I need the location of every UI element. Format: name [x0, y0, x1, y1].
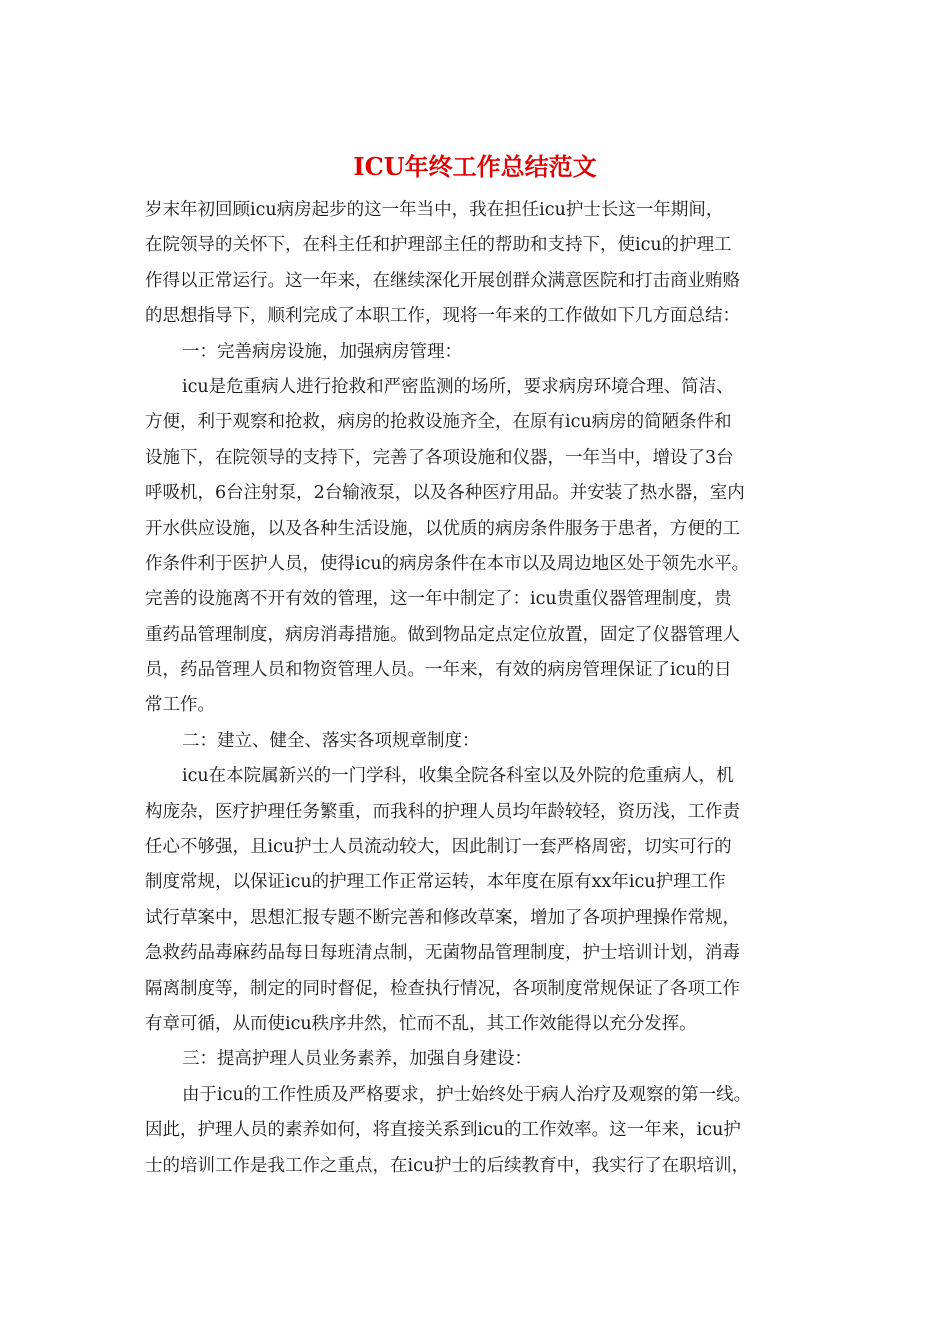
text-line: 作得以正常运行。这一年来，在继续深化开展创群众满意医院和打击商业贿赂: [145, 270, 740, 291]
text-line: 岁末年初回顾icu病房起步的这一年当中，我在担任icu护士长这一年期间，: [145, 200, 724, 220]
text-line: 制度常规，以保证icu的护理工作正常运转，本年度在原有xx年icu护理工作: [145, 872, 726, 893]
text-line: 士的培训工作是我工作之重点，在icu护士的后续教育中，我实行了在职培训，: [145, 1155, 750, 1176]
text-line: 构庞杂，医疗护理任务繁重，而我科的护理人员均年龄较轻，资历浅，工作责: [145, 801, 740, 822]
text-line: 作条件利于医护人员，使得icu的病房条件在本市以及周边地区处于领先水平。: [145, 553, 750, 574]
text-line: 有章可循，从而使icu秩序井然，忙而不乱，其工作效能得以充分发挥。: [145, 1013, 697, 1034]
text-line: 完善的设施离不开有效的管理，这一年中制定了：icu贵重仪器管理制度，贵: [145, 589, 732, 610]
text-line: 方便，利于观察和抢救，病房的抢救设施齐全，在原有icu病房的简陋条件和: [145, 412, 732, 433]
text-line: 常工作。: [145, 695, 215, 716]
text-line: 三：提高护理人员业务素养，加强自身建设：: [182, 1049, 532, 1070]
text-line: 任心不够强，且icu护士人员流动较大，因此制订一套严格周密，切实可行的: [145, 837, 732, 858]
text-line: 开水供应设施，以及各种生活设施，以优质的病房条件服务于患者，方便的工: [145, 518, 740, 539]
text-line: 在院领导的关怀下，在科主任和护理部主任的帮助和支持下，使icu的护理工: [145, 235, 732, 256]
text-line: 员，药品管理人员和物资管理人员。一年来，有效的病房管理保证了icu的日: [145, 660, 732, 681]
text-line: 一：完善病房设施，加强病房管理：: [182, 341, 462, 362]
document-title: ICU年终工作总结范文: [353, 152, 597, 181]
text-line: icu是危重病人进行抢救和严密监测的场所，要求病房环境合理、简洁、: [182, 376, 734, 397]
document-body: [145, 193, 825, 1184]
text-line: 隔离制度等，制定的同时督促，检查执行情况，各项制度常规保证了各项工作: [145, 978, 740, 999]
text-line: 由于icu的工作性质及严格要求，护士始终处于病人治疗及观察的第一线。: [182, 1084, 752, 1105]
text-line: 设施下，在院领导的支持下，完善了各项设施和仪器，一年当中，增设了3台: [145, 447, 734, 468]
text-line: 试行草案中，思想汇报专题不断完善和修改草案，增加了各项护理操作常规，: [145, 907, 740, 928]
text-line: 二：建立、健全、落实各项规章制度：: [182, 730, 480, 751]
text-line: 重药品管理制度，病房消毒措施。做到物品定点定位放置，固定了仪器管理人: [145, 624, 740, 645]
text-line: icu在本院属新兴的一门学科，收集全院各科室以及外院的危重病人，机: [182, 766, 734, 787]
text-line: 因此，护理人员的素养如何，将直接关系到icu的工作效率。这一年来，icu护: [145, 1120, 741, 1141]
text-line: 呼吸机，6台注射泵，2台输液泵，以及各种医疗用品。并安装了热水器，室内: [145, 483, 745, 504]
text-line: 急救药品毒麻药品每日每班清点制，无菌物品管理制度，护士培训计划，消毒: [145, 943, 740, 964]
text-line: 的思想指导下，顺利完成了本职工作，现将一年来的工作做如下几方面总结：: [145, 306, 740, 327]
